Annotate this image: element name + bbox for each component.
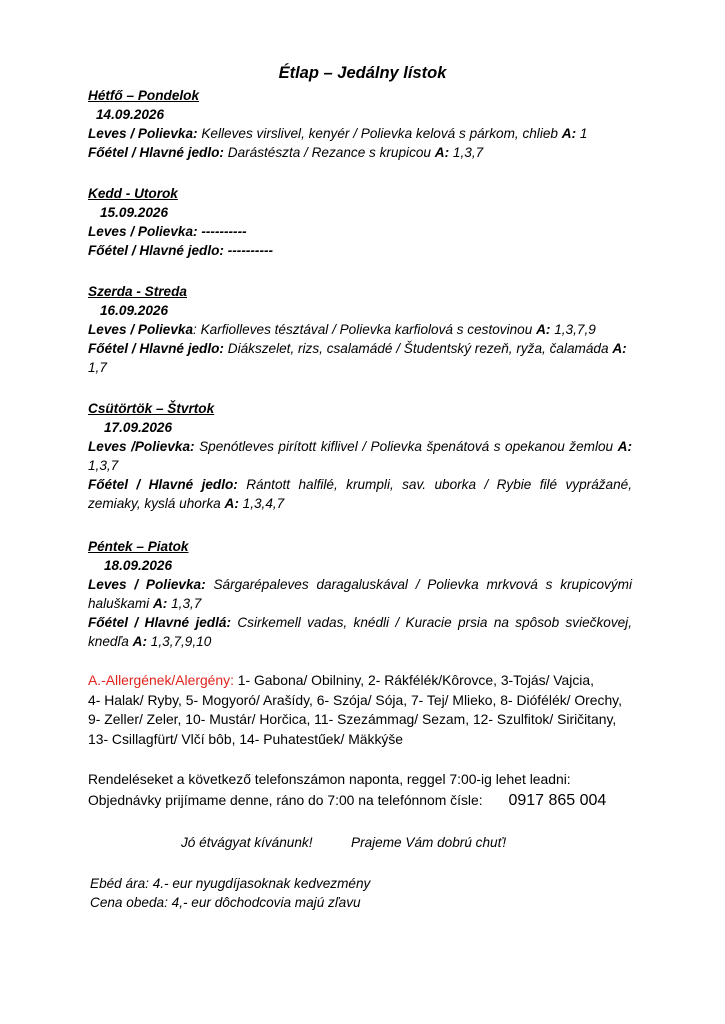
day-date: 14.09.2026 (96, 107, 165, 122)
wish-hu: Jó étvágyat kívánunk! (181, 835, 313, 850)
main-label: Főétel / Hlavné jedlo: (88, 243, 224, 258)
allergen-text: 1- Gabona/ Obilniny, 2- Rákfélék/Kôrovce, 3-Tojás/ Vajcia, (237, 672, 594, 688)
day-date: 15.09.2026 (100, 205, 169, 220)
allergen-heading: A.-Allergének/Alergény: (88, 672, 234, 688)
soup-label: Leves / Polievka: (88, 224, 198, 239)
soup-allergens: 1 (579, 126, 588, 141)
allergen-legend (88, 671, 668, 749)
allergen-line: 9- Zeller/ Zeler, 10- Mustár/ Horčica, 11- Szezámmag/ Sezam, 12- Szulfitok/ Siričitany, (88, 711, 617, 727)
main-line (88, 339, 632, 377)
main-text: Darástészta / Rezance s krupicou (227, 145, 431, 160)
soup-text: Spenótleves pirított kiflivel / Polievka špenátová s opekanou žemlou (199, 439, 614, 454)
main-allergens: 1,3,4,7 (242, 496, 285, 511)
day-name: Csütörtök – Štvrtok (88, 401, 215, 416)
allergen-prefix: A: (434, 145, 450, 160)
wish-sk: Prajeme Vám dobrú chuť! (351, 835, 507, 850)
day-name: Hétfő – Pondelok (88, 88, 200, 103)
soup-label: Leves / Polievka (88, 322, 194, 337)
allergen-prefix: A: (152, 596, 168, 611)
main-label: Főétel / Hlavné jedlo: (88, 341, 224, 356)
soup-line (88, 437, 632, 475)
main-line (88, 475, 632, 513)
soup-text: Sárgarépaleves daragaluskával / Polievka mrkvová s krupicovými haluškami (88, 577, 632, 611)
phone-number: 0917 865 004 (508, 792, 607, 809)
allergen-prefix: A: (224, 496, 239, 511)
main-line (88, 143, 632, 162)
allergen-line: 4- Halak/ Ryby, 5- Mogyoró/ Arašídy, 6- Szója/ Sója, 7- Tej/ Mlieko, 8- Diófélék/ Orechy, (88, 691, 622, 708)
soup-label: Leves /Polievka: (88, 439, 195, 454)
soup-line (88, 320, 632, 339)
soup-text: Kelleves virslivel, kenyér / Polievka kelová s párkom, chlieb (201, 126, 558, 141)
day-date: 16.09.2026 (100, 303, 169, 318)
soup-text: ---------- (201, 224, 247, 239)
allergen-prefix: A: (132, 634, 148, 649)
order-line-sk (88, 790, 668, 811)
price-info (90, 874, 650, 912)
order-text-sk: Objednávky prijímame denne, ráno do 7:00 na telefónnom čísle: (88, 792, 483, 808)
allergen-prefix: A: (561, 126, 577, 141)
soup-text: : Karfiolleves tésztával / Polievka karfiolová s cestovinou (193, 322, 533, 337)
soup-line (88, 222, 632, 241)
day-date: 18.09.2026 (104, 558, 173, 573)
soup-line (88, 124, 632, 143)
page-title: Étlap – Jedálny lístok (278, 64, 447, 82)
price-hu: Ebéd ára: 4.- eur nyugdíjasoknak kedvezmény (90, 876, 371, 891)
soup-allergens: 1,3,7 (88, 458, 119, 473)
day-block-friday (88, 537, 632, 651)
allergen-line (88, 671, 668, 691)
allergen-line: 13- Csillagfürt/ Vlčí bôb, 14- Puhatestűek/ Mäkkýše (88, 730, 404, 747)
day-block-monday (88, 86, 632, 162)
order-info (88, 769, 668, 811)
main-label: Főétel / Hlavné jedlo: (88, 477, 238, 492)
day-block-wednesday (88, 282, 632, 377)
soup-allergens: 1,3,7 (171, 596, 202, 611)
soup-label: Leves / Polievka: (88, 126, 198, 141)
day-name: Szerda - Streda (88, 284, 187, 299)
main-label: Főétel / Hlavné jedlá: (88, 615, 231, 630)
main-allergens: 1,3,7 (452, 145, 484, 160)
soup-line (88, 575, 632, 613)
main-text: Csirkemell vadas, knédli / Kuracie prsia na spôsob sviečkovej, knedľa (88, 615, 632, 649)
price-sk: Cena obeda: 4,- eur dôchodcovia majú zľavu (90, 895, 361, 910)
day-block-thursday (88, 399, 632, 513)
allergen-prefix: A: (536, 322, 551, 337)
order-text-hu: Rendeléseket a következő telefonszámon naponta, reggel 7:00-ig lehet leadni: (88, 771, 571, 787)
main-label: Főétel / Hlavné jedlo: (88, 145, 224, 160)
day-name: Péntek – Piatok (88, 539, 189, 554)
soup-label: Leves / Polievka: (88, 577, 206, 592)
day-block-tuesday (88, 184, 632, 260)
soup-allergens: 1,3,7,9 (554, 322, 596, 337)
main-allergens: 1,3,7,9,10 (150, 634, 212, 649)
day-date: 17.09.2026 (104, 420, 173, 435)
main-allergens: 1,7 (88, 360, 107, 375)
main-line (88, 241, 632, 260)
main-line (88, 613, 632, 651)
main-text: ---------- (227, 243, 274, 258)
allergen-prefix: A: (612, 341, 627, 356)
main-text: Rántott halfilé, krumpli, sav. uborka / Rybie filé vyprážané, zemiaky, kyslá uhorka (88, 477, 633, 511)
day-name: Kedd - Utorok (88, 186, 178, 201)
allergen-prefix: A: (617, 439, 633, 454)
main-text: Diákszelet, rizs, csalamádé / Študentský rezeň, ryža, čalamáda (227, 341, 609, 356)
